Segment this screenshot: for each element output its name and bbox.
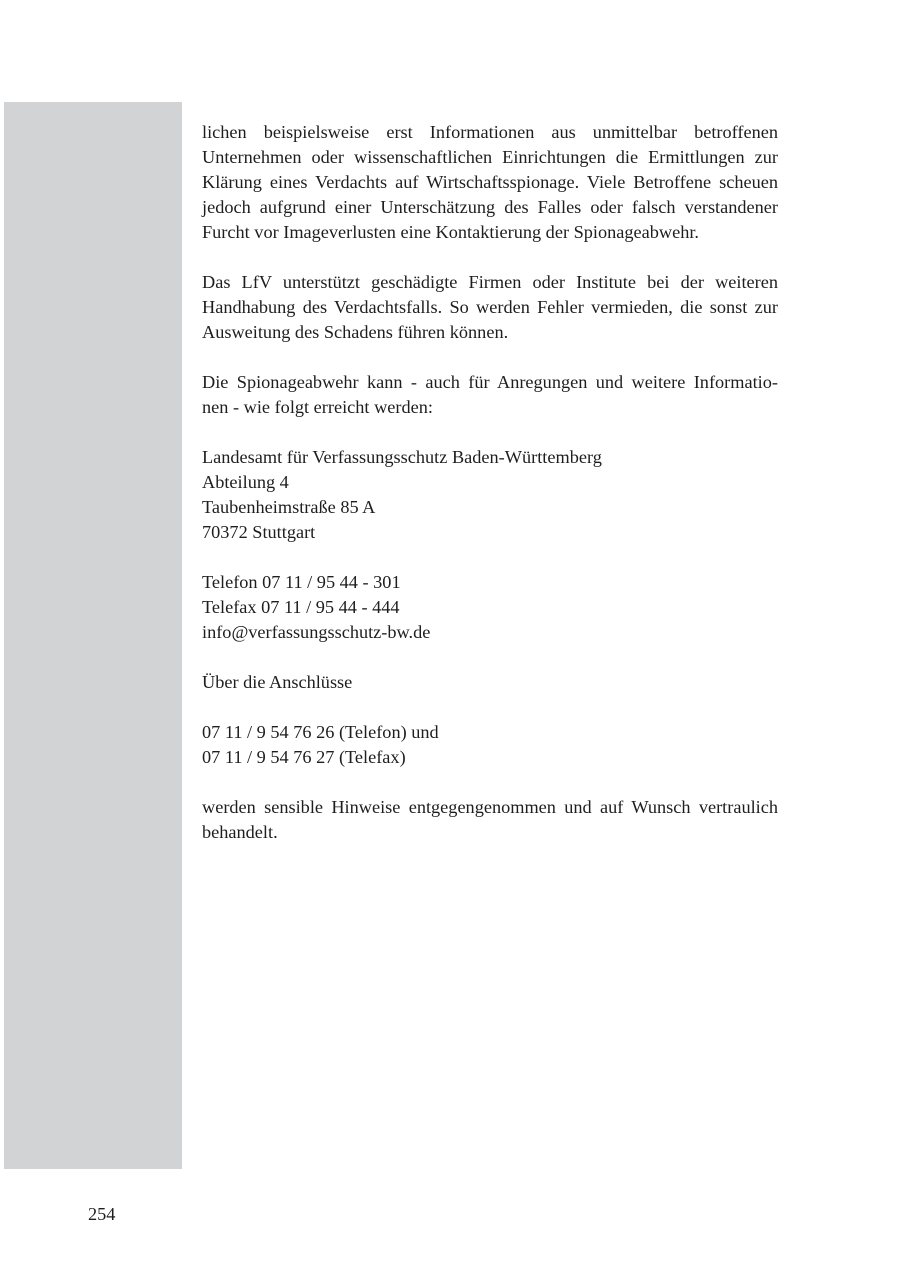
text-line: werden sensible Hinweise entgegengenommen und auf Wunsch vertraulich — [202, 797, 778, 817]
text-line: nen - wie folgt erreicht werden: — [202, 397, 433, 417]
address-street: Taubenheimstraße 85 A — [202, 497, 376, 517]
address-block — [202, 445, 778, 545]
sensitive-phone: 07 11 / 9 54 76 26 (Telefon) und — [202, 722, 439, 742]
contact-phone: Telefon 07 11 / 95 44 - 301 — [202, 572, 401, 592]
text-line: Die Spionageabwehr kann - auch für Anregungen und weitere Informatio- — [202, 372, 778, 392]
text-line: Ausweitung des Schadens führen können. — [202, 322, 509, 342]
text-line: Furcht vor Imageverlusten eine Kontaktierung der Spionageabwehr. — [202, 222, 699, 242]
text-line: Das LfV unterstützt geschädigte Firmen oder Institute bei der weiteren — [202, 272, 778, 292]
text-line: behandelt. — [202, 822, 278, 842]
address-organization: Landesamt für Verfassungsschutz Baden-Württemberg — [202, 447, 602, 467]
text-line: jedoch aufgrund einer Unterschätzung des Falles oder falsch verstandener — [202, 197, 778, 217]
body-text — [202, 120, 778, 870]
address-city: 70372 Stuttgart — [202, 522, 316, 542]
contact-email: info@verfassungsschutz-bw.de — [202, 622, 431, 642]
text-line: lichen beispielsweise erst Informationen aus unmittelbar betroffenen — [202, 122, 778, 142]
paragraph-intro — [202, 120, 778, 245]
address-department: Abteilung 4 — [202, 472, 289, 492]
contact-block — [202, 570, 778, 645]
sensitive-closing — [202, 795, 778, 845]
sensitive-fax: 07 11 / 9 54 76 27 (Telefax) — [202, 747, 406, 767]
text-line: Klärung eines Verdachts auf Wirtschaftsspionage. Viele Betroffene scheuen — [202, 172, 778, 192]
text-line: Handhabung des Verdachtsfalls. So werden Fehler vermieden, die sonst zur — [202, 297, 778, 317]
paragraph-reachability — [202, 370, 778, 420]
sensitive-numbers — [202, 720, 778, 770]
sensitive-intro-text: Über die Anschlüsse — [202, 672, 353, 692]
page-number: 254 — [88, 1204, 116, 1224]
paragraph-support — [202, 270, 778, 345]
contact-fax: Telefax 07 11 / 95 44 - 444 — [202, 597, 400, 617]
sensitive-intro — [202, 670, 778, 695]
side-margin-bar — [4, 102, 182, 1169]
text-line: Unternehmen oder wissenschaftlichen Einrichtungen die Ermittlungen zur — [202, 147, 778, 167]
